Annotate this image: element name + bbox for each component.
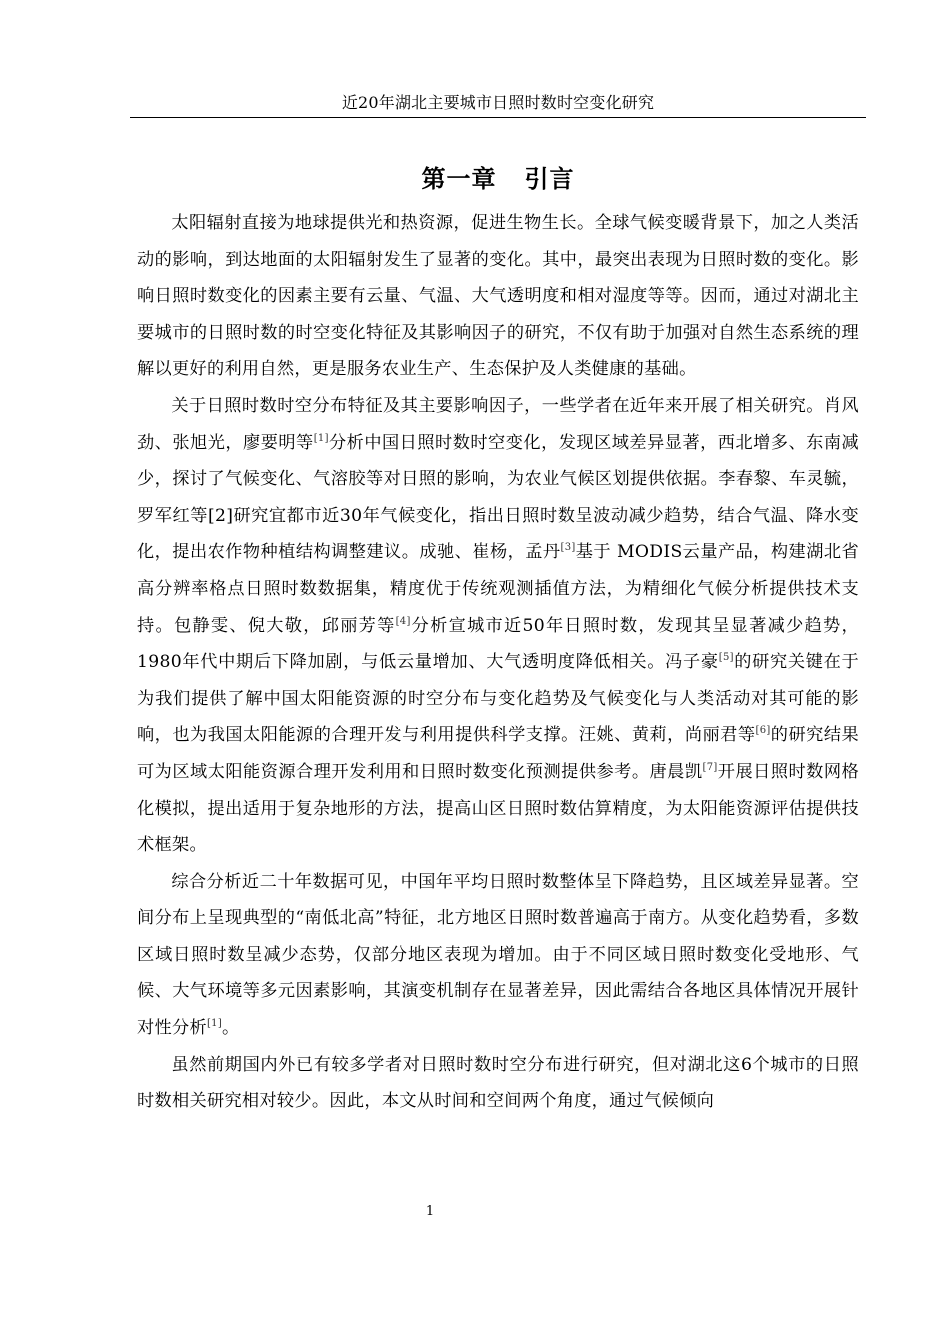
text-run: 综合分析近二十年数据可见，中国年平均日照时数整体呈下降趋势，且区域差异显著。空间分布上呈现典型的“南低北高”特征，北方地区日照时数普遍高于南方。从变化趋势看，多数区域日照时数呈减少态势，仅部分地区表现为增加。由于不同区域日照时数变化受地形、气候、大气环境等多元因素影响，其演变机制存在显著差异，因此需结合各地区具体情况开展针对性分析 bbox=[137, 871, 859, 1039]
paragraph-3 bbox=[137, 864, 859, 1047]
chapter-number: 第一章 bbox=[421, 165, 497, 194]
text-run: 开展日照时数网格化模拟，提出适用于复杂地形的方法，提高山区日照时数估算精度，为太阳能资源评估提供技术框架。 bbox=[137, 761, 859, 856]
paragraph-4 bbox=[137, 1047, 859, 1120]
citation-ref: [1] bbox=[313, 432, 329, 444]
citation-ref: [7] bbox=[702, 761, 718, 773]
citation-ref: [5] bbox=[718, 652, 734, 664]
text-run: 关于日照时数时空分布特征及其主要影响因子，一些学者在近年来开展了相关研究。肖风劲、张旭光，廖要明等 bbox=[137, 395, 859, 453]
body-text bbox=[137, 205, 859, 1120]
citation-ref: [4] bbox=[395, 615, 411, 627]
chapter-title bbox=[130, 162, 866, 196]
text-run: 基于 MODIS云量产品，构建湖北省高分辨率格点日照时数数据集，精度优于传统观测插值方法，为精细化气候分析提供技术支持。包静雯、倪大敬，邱丽芳等 bbox=[137, 542, 859, 636]
citation-ref: [3] bbox=[560, 542, 576, 554]
citation-ref: [6] bbox=[755, 725, 771, 737]
text-run: 虽然前期国内外已有较多学者对日照时数时空分布进行研究，但对湖北这6个城市的日照时数相关研究相对较少。因此，本文从时间和空间两个角度，通过气候倾向 bbox=[137, 1054, 859, 1112]
text-run: 分析宣城市近50年日照时数，发现其呈显著减少趋势，1980年代中期后下降加剧，与低云量增加、大气透明度降低相关。冯子豪 bbox=[137, 615, 859, 673]
page-number: 1 bbox=[425, 1204, 435, 1219]
citation-ref: [1] bbox=[206, 1018, 223, 1030]
running-header: 近20年湖北主要城市日照时数时空变化研究 bbox=[341, 93, 655, 112]
text-run: 分析中国日照时数时空变化，发现区域差异显著，西北增多、东南减少，探讨了气候变化、气溶胶等对日照的影响，为农业气候区划提供依据。李春黎、车灵毓，罗军红等[2]研究宜都市近30年气候变化，指出日照时数呈波动减少趋势，结合气温、降水变化，提出农作物种植结构调整建议。成驰、崔杨，孟丹 bbox=[137, 432, 859, 563]
text-run: 。 bbox=[222, 1018, 240, 1039]
paragraph-2 bbox=[137, 388, 859, 864]
text-run: 太阳辐射直接为地球提供光和热资源，促进生物生长。全球气候变暖背景下，加之人类活动的影响，到达地面的太阳辐射发生了显著的变化。其中，最突出表现为日照时数的变化。影响日照时数变化的因素主要有云量、气温、大气透明度和相对湿度等等。因而，通过对湖北主要城市的日照时数的时空变化特征及其影响因子的研究，不仅有助于加强对自然生态系统的理解以更好的利用自然，更是服务农业生产、生态保护及人类健康的基础。 bbox=[137, 213, 859, 380]
paragraph-1 bbox=[137, 205, 859, 388]
header-rule bbox=[130, 117, 866, 118]
chapter-heading: 引言 bbox=[524, 165, 575, 194]
text-run: 的研究结果可为区域太阳能资源合理开发利用和日照时数变化预测提供参考。唐晨凯 bbox=[137, 725, 859, 782]
text-run: 的研究关键在于为我们提供了解中国太阳能资源的时空分布与变化趋势及气候变化与人类活动对其可能的影响，也为我国太阳能源的合理开发与利用提供科学支撑。汪姚、黄莉，尚丽君等 bbox=[137, 652, 859, 746]
